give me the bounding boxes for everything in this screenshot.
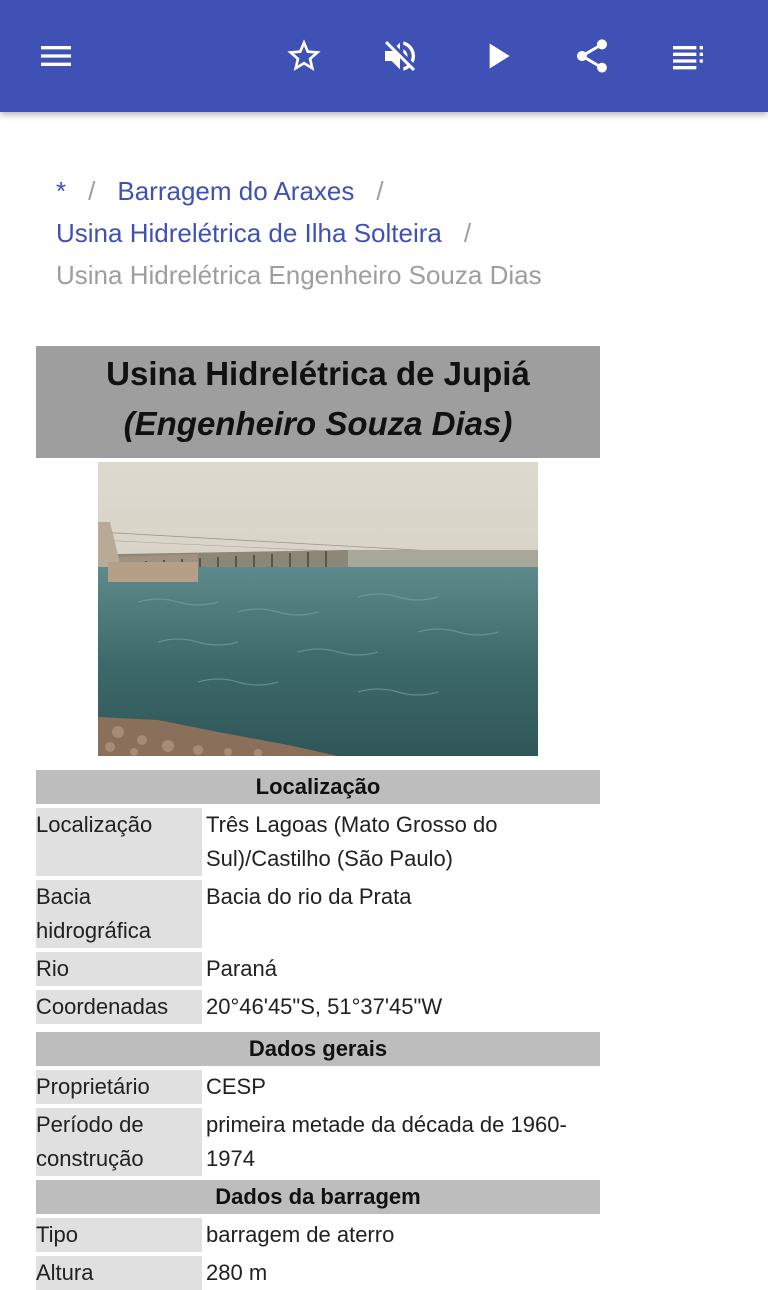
section-header-dados-gerais: Dados gerais	[36, 1032, 600, 1066]
share-icon	[572, 36, 612, 76]
infobox-row	[36, 990, 600, 1024]
infobox-row	[36, 880, 600, 948]
infobox-title-text: Usina Hidrelétrica de Jupiá	[106, 355, 530, 392]
breadcrumb	[56, 170, 696, 296]
dam-photo[interactable]	[98, 462, 538, 756]
breadcrumb-link-home[interactable]: *	[56, 176, 67, 206]
breadcrumb-separator: /	[88, 176, 96, 206]
row-value[interactable]: 20°46'45"S, 51°37'45"W	[206, 994, 443, 1019]
row-value: primeira metade da década de 1960-1974	[206, 1112, 567, 1171]
infobox-title	[36, 346, 600, 458]
row-value: 280 m	[206, 1260, 268, 1285]
menu-icon	[36, 36, 76, 76]
section-header-localizacao: Localização	[36, 770, 600, 804]
breadcrumb-separator: /	[376, 176, 384, 206]
infobox-row	[36, 952, 600, 986]
row-key: Localização	[36, 808, 202, 876]
row-value: Bacia do rio da Prata	[206, 884, 412, 909]
menu-button[interactable]	[28, 28, 84, 84]
section-header-dados-barragem: Dados da barragem	[36, 1180, 600, 1214]
favorite-button[interactable]	[276, 28, 332, 84]
playlist-icon	[668, 36, 708, 76]
play-button[interactable]	[470, 28, 526, 84]
app-bar	[0, 0, 768, 112]
star-icon	[284, 36, 324, 76]
contents-button[interactable]	[660, 28, 716, 84]
row-key: Proprietário	[36, 1070, 202, 1104]
row-value: CESP	[206, 1074, 266, 1099]
row-value[interactable]: Paraná	[206, 956, 277, 981]
row-key: Período de construção	[36, 1108, 202, 1176]
infobox-row	[36, 808, 600, 876]
infobox-row	[36, 1218, 600, 1252]
mute-button[interactable]	[372, 28, 428, 84]
infobox	[36, 346, 600, 1290]
row-key: Rio	[36, 952, 202, 986]
row-value: barragem de aterro	[206, 1222, 395, 1247]
infobox-row	[36, 1108, 600, 1176]
breadcrumb-link-ilha-solteira[interactable]: Usina Hidrelétrica de Ilha Solteira	[56, 218, 442, 248]
breadcrumb-link-barragem[interactable]: Barragem do Araxes	[117, 176, 355, 206]
share-button[interactable]	[564, 28, 620, 84]
breadcrumb-separator: /	[463, 218, 472, 248]
breadcrumb-current: Usina Hidrelétrica Engenheiro Souza Dias	[56, 260, 542, 290]
infobox-subtitle: (Engenheiro Souza Dias)	[123, 405, 513, 442]
infobox-row	[36, 1070, 600, 1104]
row-key: Bacia hidrográfica	[36, 880, 202, 948]
play-icon	[478, 36, 518, 76]
infobox-row	[36, 1256, 600, 1290]
row-key: Coordenadas	[36, 990, 202, 1024]
row-value: Três Lagoas (Mato Grosso do Sul)/Castilho (São Paulo)	[206, 812, 498, 871]
row-key: Tipo	[36, 1218, 202, 1252]
volume-off-icon	[380, 36, 420, 76]
row-key: Altura	[36, 1256, 202, 1290]
